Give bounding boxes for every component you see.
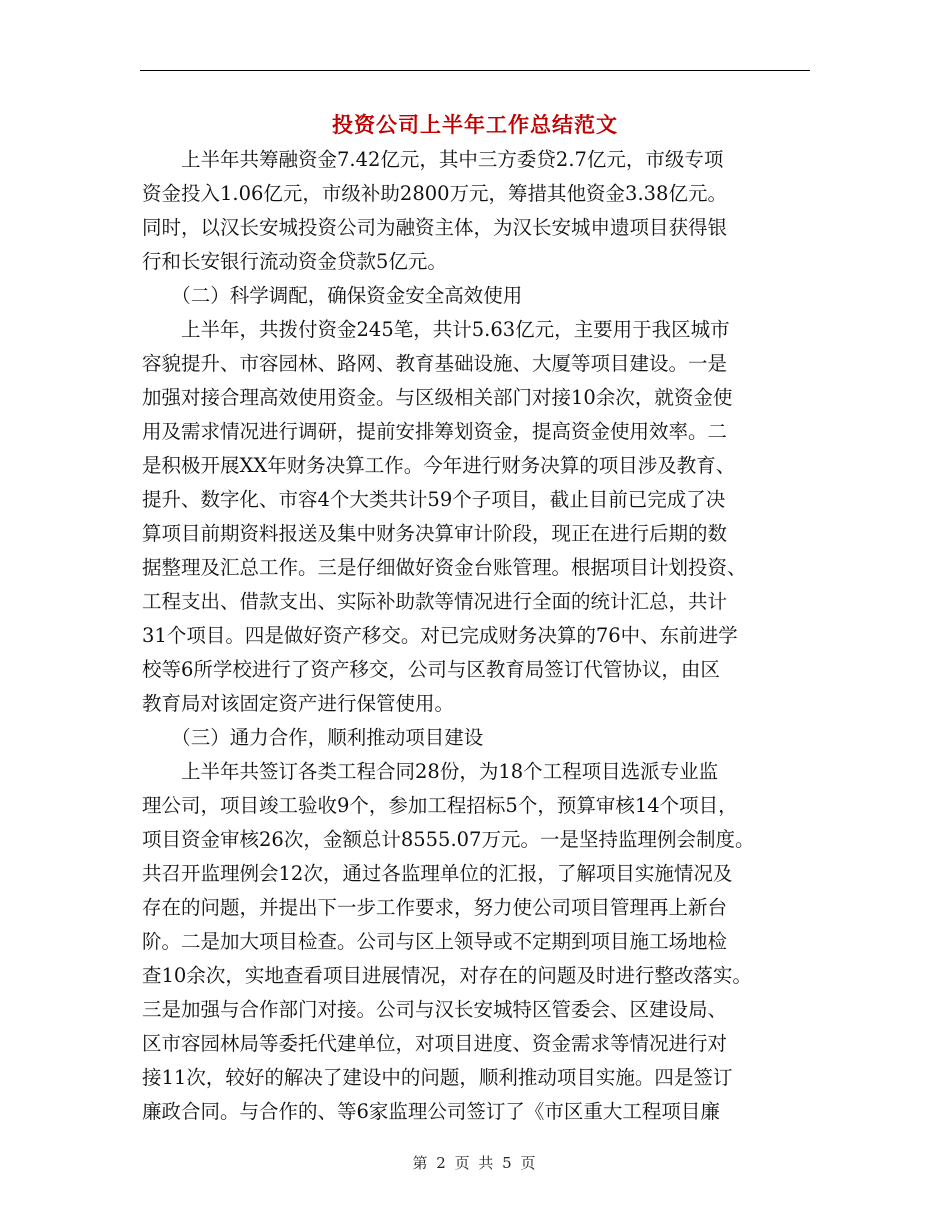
body-line: 加强对接合理高效使用资金。与区级相关部门对接10余次，就资金使 [142,386,733,409]
body-line: 共召开监理例会12次，通过各监理单位的汇报，了解项目实施情况及 [142,862,733,885]
body-line: 廉政合同。与合作的、等6家监理公司签订了《市区重大工程项目廉 [142,1100,720,1123]
body-line: 算项目前期资料报送及集中财务决算审计阶段，现正在进行后期的数 [142,522,728,545]
body-line: 用及需求情况进行调研，提前安排筹划资金，提高资金使用效率。二 [142,420,728,443]
body-line: 据整理及汇总工作。三是仔细做好资金台账管理。根据项目计划投资、 [142,556,747,579]
body-line: 校等6所学校进行了资产移交，公司与区教育局签订代管协议，由区 [142,658,720,681]
body-line: 31个项目。四是做好资产移交。对已完成财务决算的76中、东前进学 [142,624,738,647]
body-line: 三是加强与合作部门对接。公司与汉长安城特区管委会、区建设局、 [142,998,728,1021]
body-line: 教育局对该固定资产进行保管使用。 [142,692,455,715]
body-line: 工程支出、借款支出、实际补助款等情况进行全面的统计汇总，共计 [142,590,728,613]
body-line: 接11次，较好的解决了建设中的问题，顺利推动项目实施。四是签订 [142,1066,733,1089]
body-line: 项目资金审核26次，金额总计8555.07万元。一是坚持监理例会制度。 [142,828,755,851]
body-line: 理公司，项目竣工验收9个，参加工程招标5个，预算审核14个项目， [142,794,738,817]
body-line: 上半年，共拨付资金245笔，共计5.63亿元，主要用于我区城市 [142,318,730,341]
section-heading: （二）科学调配，确保资金安全高效使用 [142,284,523,307]
page-number: 第 2 页 共 5 页 [412,1154,538,1172]
body-line: 是积极开展XX年财务决算工作。今年进行财务决算的项目涉及教育、 [142,454,736,477]
body-line: 同时，以汉长安城投资公司为融资主体，为汉长安城申遗项目获得银 [142,216,728,239]
body-line: 容貌提升、市容园林、路网、教育基础设施、大厦等项目建设。一是 [142,352,728,375]
section-heading: （三）通力合作，顺利推动项目建设 [142,726,484,749]
body-line: 行和长安银行流动资金贷款5亿元。 [142,250,447,273]
document-title: 投资公司上半年工作总结范文 [332,112,618,137]
body-line: 提升、数字化、市容4个大类共计59个子项目，截止目前已完成了决 [142,488,726,511]
body-line: 存在的问题，并提出下一步工作要求，努力使公司项目管理再上新台 [142,896,728,919]
body-line: 阶。二是加大项目检查。公司与区上领导或不定期到项目施工场地检 [142,930,728,953]
body-line: 资金投入1.06亿元，市级补助2800万元，筹措其他资金3.38亿元。 [142,182,727,205]
body-line: 上半年共签订各类工程合同28份，为18个工程项目选派专业监 [142,760,719,783]
body-line: 区市容园林局等委托代建单位，对项目进度、资金需求等情况进行对 [142,1032,728,1055]
header-rule [140,70,810,71]
body-line: 上半年共筹融资金7.42亿元，其中三方委贷2.7亿元，市级专项 [142,148,724,171]
body-line: 查10余次，实地查看项目进展情况，对存在的问题及时进行整改落实。 [142,964,752,987]
